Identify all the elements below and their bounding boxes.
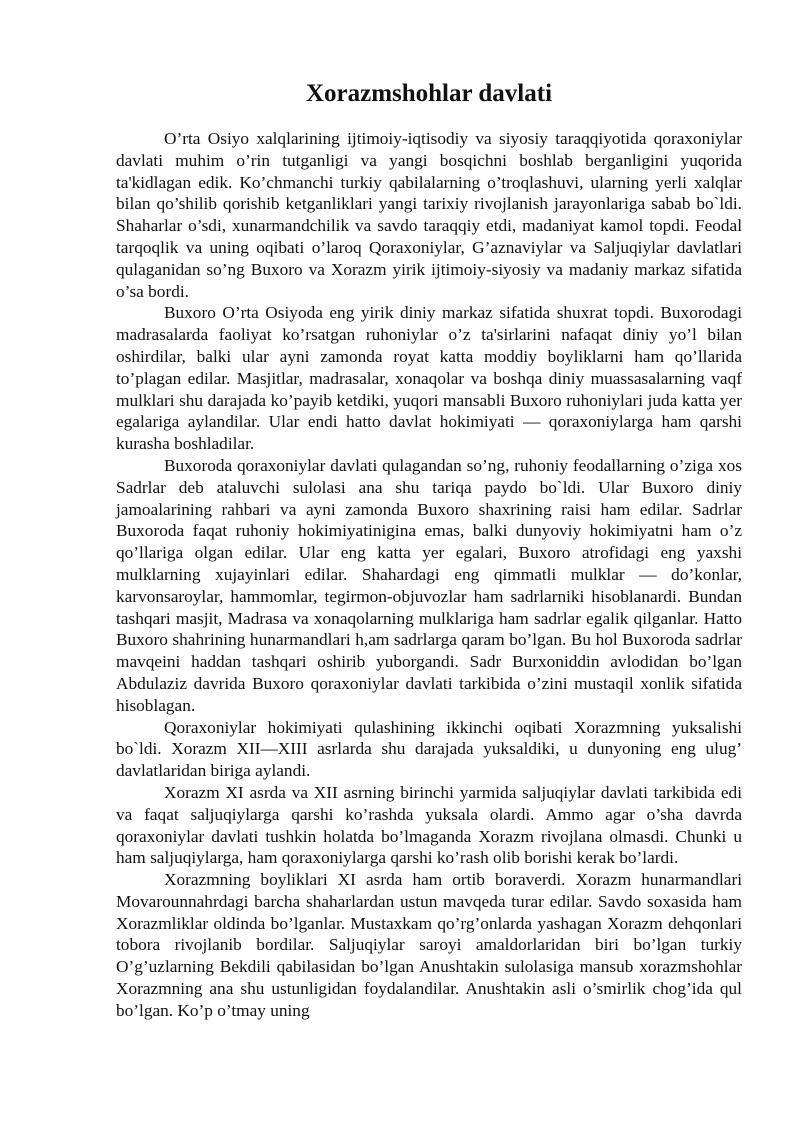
paragraph-6: Xorazmning boyliklari XI asrda ham ortib boraverdi. Xorazm hunarmandlari Movarounnahrdagi barcha shaharlardan ustun mavqeda turar edilar. Savdo soxasida ham Xorazmliklar oldinda bo’lganlar. Mustaxkam qo’rg’onlarda yashagan Xorazm dehqonlari tobora rivojlanib bordilar. Saljuqiylar saroyi amaldorlaridan biri bo’lgan turkiy O’g’uzlarning Bekdili qabilasidan bo’lgan Anushtakin sulolasiga mansub xorazmshohlar Xorazmning ana shu ustunligidan foydalandilar. Anushtakin asli o’smirlik chog’ida qul bo’lgan. Ko’p o’tmay uning: [116, 870, 742, 1020]
paragraph-4: Qoraxoniylar hokimiyati qulashining ikkinchi oqibati Xorazmning yuksalishi bo`ldi. Xorazm XII—XIII asrlarda shu darajada yuksaldiki, u dunyoning eng ulug’ davlatlaridan biriga aylandi.: [116, 717, 742, 781]
paragraph-3: Buxoroda qoraxoniylar davlati qulagandan so’ng, ruhoniy feodallarning o’ziga xos Sadrlar deb ataluvchi sulolasi ana shu tariqa paydo bo`ldi. Ular Buxoro diniy jamoalarining rahbari va ayni zamonda Buxoro shaxrining raisi ham edilar. Sadrlar Buxoroda faqat ruhoniy hokimiyatinigina emas, balki dunyoviy hokimiyatni ham o’z qo’llariga olgan edilar. Ular eng katta yer egalari, Buxoro atrofidagi eng yaxshi mulklarning xujayinlari edilar. Shahardagi eng qimmatli mulklar — do’konlar, karvonsaroylar, hammomlar, tegirmon-objuvozlar ham sadrlarniki hisoblanardi. Bundan tashqari masjit, Madrasa va xonaqolarning mulklariga ham sadrlar egalik qilganlar. Hatto Buxoro shahrining hunarmandlari h,am sadrlarga qaram bo’lgan. Bu hol Buxoroda sadrlar mavqeini haddan tashqari oshirib yuborgandi. Sadr Burxoniddin avlodidan bo’lgan Abdulaziz davrida Buxoro qoraxoniylar davlati tarkibida o’zini mustaqil xonlik sifatida hisoblagan.: [116, 455, 742, 715]
paragraph-1: O’rta Osiyo xalqlarining ijtimoiy-iqtisodiy va siyosiy taraqqiyotida qoraxoniylar davlati muhim o’rin tutganligi va yangi bosqichni boshlab berganligini yuqorida ta'kidlagan edik. Ko’chmanchi turkiy qabilalarning o’troqlashuvi, ularning yerli xalqlar bilan qo’shilib qorishib ketganliklari yangi tarixiy rivojlanish jarayonlariga sabab bo`ldi. Shaharlar o’sdi, xunarmandchilik va savdo taraqqiy etdi, madaniyat kamol topdi. Feodal tarqoqlik va uning oqibati o’laroq Qoraxoniylar, G’aznaviylar va Saljuqiylar davlatlari qulaganidan so’ng Buxoro va Xorazm yirik ijtimoiy-siyosiy va madaniy markaz sifatida o’sa bordi.: [116, 129, 742, 301]
paragraph-2: Buxoro O’rta Osiyoda eng yirik diniy markaz sifatida shuxrat topdi. Buxorodagi madrasalarda faoliyat ko’rsatgan ruhoniylar o’z ta'sirlarini nafaqat diniy yo’l bilan oshirdilar, balki ular ayni zamonda royat katta moddiy boyliklarni ham qo’llarida to’plagan edilar. Masjitlar, madrasalar, xonaqolar va boshqa diniy muassasalarning vaqf mulklari shu darajada ko’payib ketdiki, yuqori mansabli Buxoro ruhoniylari juda katta yer egalariga aylandilar. Ular endi hatto davlat hokimiyati — qoraxoniylarga ham qarshi kurasha boshladilar.: [116, 303, 742, 454]
paragraph-5: Xorazm XI asrda va XII asrning birinchi yarmida saljuqiylar davlati tarkibida edi va faqat saljuqiylarga qarshi ko’rashda yuksala olardi. Ammo agar o’sha davrda qoraxoniylar davlati tushkin holatda bo’lmaganda Xorazm rivojlana olmasdi. Chunki u ham saljuqiylarga, ham qoraxoniylarga qarshi ko’rash olib borishi kerak bo’lardi.: [116, 782, 742, 868]
page-title: Xorazmshohlar davlati: [305, 80, 553, 107]
document-page: [116, 78, 742, 1022]
